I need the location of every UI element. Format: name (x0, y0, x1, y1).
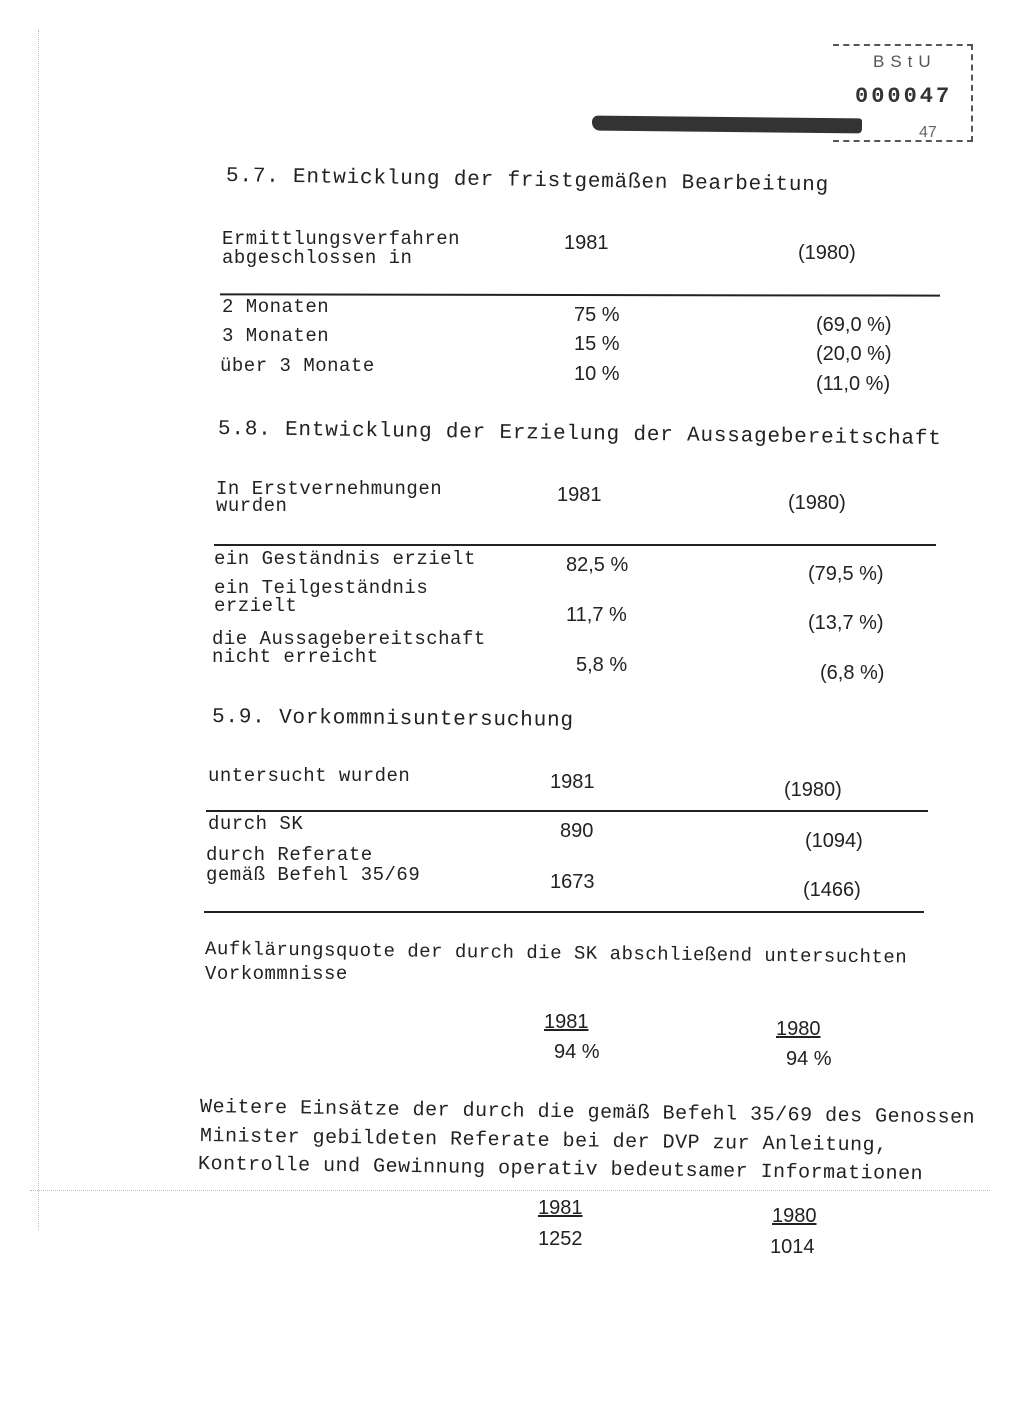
table-5-9-rule-bottom (204, 911, 924, 913)
stamp-label: BStU (873, 52, 937, 71)
table-5-8-col-1981: 1981 (557, 484, 602, 506)
table-5-9-col-1981: 1981 (550, 771, 595, 793)
table-5-8-row-1980: (13,7 %) (808, 612, 884, 634)
table-5-7-col-1981: 1981 (564, 232, 609, 254)
further-deployments-value-1981: 1252 (538, 1228, 583, 1250)
clearance-rate-value-1980: 94 % (786, 1048, 832, 1070)
table-5-9-col-1980: (1980) (784, 779, 842, 801)
clearance-rate-value-1981: 94 % (554, 1041, 600, 1063)
table-5-8-row-label: ein Geständnis erzielt (214, 548, 476, 570)
table-5-8-row-label-cont: erzielt (214, 595, 298, 617)
table-5-7-row-1981: 10 % (574, 363, 620, 385)
further-deployments-value-1980: 1014 (770, 1236, 815, 1258)
table-5-7-row-1981: 75 % (574, 304, 620, 326)
table-5-8-header-line1: In Erstvernehmungen (216, 478, 443, 500)
section-heading-5-9: 5.9. Vorkommnisuntersuchung (211, 706, 574, 733)
section-heading-5-7: 5.7. Entwicklung der fristgemäßen Bearbeitung (225, 165, 830, 198)
table-5-9-row-1980: (1094) (805, 830, 863, 852)
further-deployments-text-line1: Weitere Einsätze der durch die gemäß Befehl 35/69 des Genossen (199, 1096, 976, 1130)
table-5-8-row-1981: 11,7 % (566, 604, 627, 626)
table-5-9-header: untersucht wurden (208, 765, 411, 787)
clearance-rate-year-1980: 1980 (776, 1018, 821, 1040)
table-5-9-row-label: durch SK (208, 813, 304, 835)
page-number: 47 (919, 124, 937, 141)
margin-dotted-line (38, 30, 40, 1230)
further-deployments-year-1980: 1980 (772, 1205, 817, 1227)
clearance-rate-text-line1: Aufklärungsquote der durch die SK abschließend untersuchten (204, 938, 908, 969)
further-deployments-text-line3: Kontrolle und Gewinnung operativ bedeutsamer Informationen (197, 1153, 924, 1187)
table-5-7-row-1980: (20,0 %) (816, 343, 892, 365)
further-deployments-year-1981: 1981 (538, 1197, 583, 1219)
further-deployments-text-line2: Minister gebildeten Referate bei der DVP zur Anleitung, (199, 1125, 888, 1158)
table-5-8-header-line2: wurden (216, 495, 288, 517)
table-5-8-row-1981: 82,5 % (566, 554, 629, 576)
table-5-8-rule (214, 544, 936, 546)
clearance-rate-year-1981: 1981 (544, 1011, 589, 1033)
table-5-8-row-label-cont: nicht erreicht (212, 646, 379, 668)
table-5-8-row-label: die Aussagebereitschaft (212, 628, 486, 650)
table-5-7-col-1980: (1980) (798, 242, 856, 264)
table-5-7-row-label: 3 Monaten (222, 325, 330, 347)
table-5-9-row-1981: 1673 (550, 871, 595, 893)
dotted-separator (30, 1190, 990, 1191)
table-5-8-row-1981: 5,8 % (576, 654, 628, 676)
table-5-8-row-1980: (79,5 %) (808, 563, 884, 585)
section-heading-5-8: 5.8. Entwicklung der Erzielung der Aussagebereitschaft (217, 418, 942, 452)
table-5-7-row-1980: (11,0 %) (816, 373, 891, 395)
redaction-bar (592, 116, 862, 134)
table-5-9-row-label: durch Referate (206, 844, 373, 866)
table-5-7-row-label: über 3 Monate (220, 355, 375, 377)
stamp-serial-number: 000047 (855, 84, 953, 109)
table-5-8-row-1980: (6,8 %) (820, 662, 885, 684)
table-5-7-row-1981: 15 % (574, 333, 620, 355)
table-5-9-rule-top (206, 810, 928, 812)
table-5-7-header-line2: abgeschlossen in (222, 247, 413, 269)
table-5-7-row-label: 2 Monaten (222, 296, 330, 318)
table-5-7-header-line1: Ermittlungsverfahren (222, 228, 461, 250)
table-5-9-row-label-cont: gemäß Befehl 35/69 (206, 864, 421, 886)
table-5-8-row-label: ein Teilgeständnis (214, 577, 429, 599)
table-5-7-row-1980: (69,0 %) (816, 314, 892, 336)
clearance-rate-text-line2: Vorkommnisse (205, 963, 348, 985)
table-5-9-row-1981: 890 (560, 820, 594, 842)
table-5-9-row-1980: (1466) (803, 879, 861, 901)
table-5-8-col-1980: (1980) (788, 492, 846, 514)
